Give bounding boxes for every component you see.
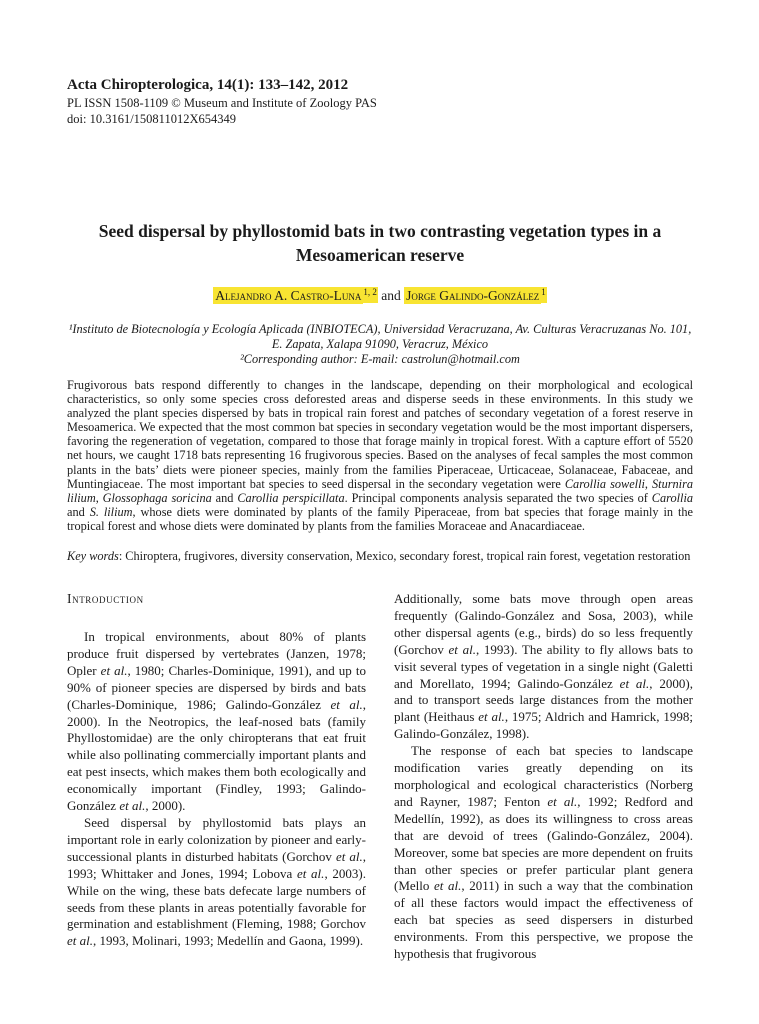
abstract-paragraph: Frugivorous bats respond differently to changes in the landscape, depending on their morphological and ecological characteristics, so only some species cross deforested areas and disperse seeds in these environments. In this study we analyzed the plant species dispersed by bats in tropical rain forest and patches of secondary vegetation of a forest reserve in Mesoamerica. We expected that the most common bat species in secondary vegetation would be the most important dispersers, favoring the regeneration of vegetation, compared to those that forage mainly in tropical forest. With a capture effort of 5520 net hours, we caught 1718 bats representing 16 frugivorous species. Based on the analyses of fecal samples the most common plants in the bats’ diets were pioneer species, mainly from the families Piperaceae, Urticaceae, Solanaceae, Fabaceae, and Muntingiaceae. The most important bat species to seed dispersal in the secondary vegetation were Carollia sowelli, Sturnira lilium, Glossophaga soricina and Carollia perspicillata. Principal components analysis separated the two species of Carollia and S. lilium, whose diets were dominated by plants of the family Piperaceae, from bat species that forage mainly in the tropical forest and whose diets were dominated by plants from the families Moraceae and Anacardiaceae. (67, 378, 694, 533)
intro-paragraph-3: Additionally, some bats move through open areas frequently (Galindo-González and Sosa, 2003), while other dispersal agents (e.g., birds) do so less frequently (Gorchov et al., 1993). The ability to fly allows bats to visit several types of vegetation in a single night (Galetti and Morellato, 1994; Galindo-González et al., 2000), and to transport seeds large distances from the mother plant (Heithaus et al., 1975; Aldrich and Hamrick, 1998; Galindo-González, 1998). (394, 591, 693, 742)
intro-paragraph-1: In tropical environments, about 80% of plants produce fruit dispersed by vertebrates (Janzen, 1978; Opler et al., 1980; Charles-Dominique, 1991), and up to 90% of pioneer species are dispersed by birds and bats (Charles-Dominique, 1986; Galindo-González et al., 2000). In the Neotropics, the leaf-nosed bats (family Phyllostomidae) are the only chiropterans that eat fruit while also pollinating commercially important plants and eat pest insects, which makes them both ecologically and economically important (Findley, 1993; Galindo-González et al., 2000). (67, 629, 367, 814)
affiliation-line-2: E. Zapata, Xalapa 91090, Veracruz, México (271, 337, 489, 351)
article-title: Seed dispersal by phyllostomid bats in two contrasting vegetation types in a Mesoamerican reserve (98, 221, 662, 265)
affiliation-line-1: ¹Instituto de Biotecnología y Ecología Aplicada (INBIOTECA), Universidad Veracruzana, Av. Culturas Veracruzanas No. 101, (68, 322, 692, 336)
keywords-line: Key words: Chiroptera, frugivores, diversity conservation, Mexico, secondary forest, tropical rain forest, vegetation restoration (67, 549, 691, 564)
right-column (394, 591, 693, 963)
journal-header (67, 76, 693, 127)
left-column (67, 591, 366, 963)
journal-citation: Acta Chiropterologica, 14(1): 133–142, 2012 (67, 77, 349, 93)
intro-paragraph-2: Seed dispersal by phyllostomid bats plays an important role in early colonization by pioneer and early-successional plants in disturbed habitats (Gorchov et al., 1993; Whittaker and Jones, 1994; Lobova et al., 2003). While on the wing, these bats defecate large numbers of seeds from these plants in areas potentially favorable for germination and establishment (Fleming, 1988; Gorchov et al., 1993, Molinari, 1993; Medellín and Gaona, 1999). (67, 815, 366, 949)
issn-copyright-line: PL ISSN 1508-1109 © Museum and Institute of Zoology PAS (67, 96, 377, 110)
corresponding-author-line: ²Corresponding author: E-mail: castrolun@hotmail.com (240, 352, 520, 366)
authors-line: Alejandro A. Castro-Luna $^{1, 2}$ and Jorge Galindo-González $^1$ (215, 287, 546, 303)
intro-paragraph-4: The response of each bat species to landscape modification varies greatly depending on its morphological and ecological characteristics (Norberg and Rayner, 1987; Fenton et al., 1992; Redford and Medellín, 1992), as does its willingness to cross areas that are devoid of trees (Galindo-González, 2004). Moreover, some bat species are more dependent on fruits than other species or prefer particular plant genera (Mello et al., 2011) in such a way that the combination of all these factors would impact the effectiveness of each bat species as seed dispersers in disturbed environments. From this perspective, we propose the hypothesis that frugivorous (394, 743, 693, 962)
doi-line: doi: 10.3161/150811012X654349 (67, 112, 236, 126)
body-columns (67, 591, 693, 963)
section-heading-introduction: Introduction (67, 591, 144, 607)
affiliations-block (67, 322, 693, 367)
